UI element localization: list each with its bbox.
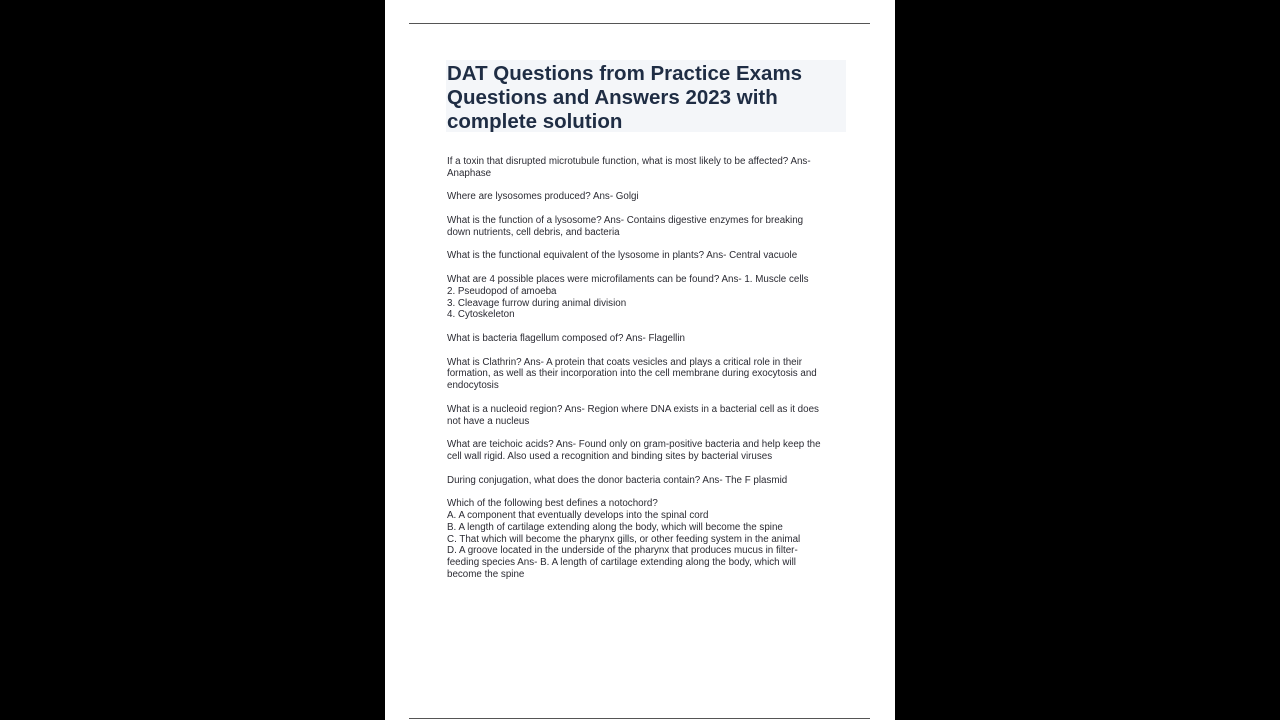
title-box	[446, 60, 846, 132]
qa-item-10: During conjugation, what does the donor bacteria contain? Ans- The F plasmid	[447, 474, 788, 486]
qa-item-7: What is Clathrin? Ans- A protein that coats vesicles and plays a critical role in their formation, as well as their incorporation into the cell membrane during exocytosis and endocytosis	[447, 356, 817, 392]
qa-item-8: What is a nucleoid region? Ans- Region where DNA exists in a bacterial cell as it does not have a nucleus	[447, 403, 819, 427]
bottom-divider	[409, 718, 870, 719]
qa-item-2: Where are lysosomes produced? Ans- Golgi	[447, 191, 639, 203]
document-page	[385, 0, 895, 720]
qa-list	[447, 156, 847, 592]
qa-item-1: If a toxin that disrupted microtubule function, what is most likely to be affected? Ans- Anaphase	[447, 156, 811, 179]
qa-item-11: Which of the following best defines a notochord? A. A component that eventually develops into the spinal cord B. A length of cartilage extending along the body, which will become the spine C. That which will become the pharynx gills, or other feeding system in the animal D. A groove located in the underside of the pharynx that produces mucus in filter- feeding species Ans- B. A length of cartilage extending along the body, which will become the spine	[447, 498, 801, 580]
qa-item-4: What is the functional equivalent of the lysosome in plants? Ans- Central vacuole	[447, 250, 798, 262]
top-divider	[409, 23, 870, 24]
qa-item-6: What is bacteria flagellum composed of? Ans- Flagellin	[447, 332, 685, 344]
qa-item-5: What are 4 possible places were microfilaments can be found? Ans- 1. Muscle cells 2. Pseudopod of amoeba 3. Cleavage furrow during animal division 4. Cytoskeleton	[447, 273, 809, 321]
qa-item-9: What are teichoic acids? Ans- Found only on gram-positive bacteria and help keep the cell wall rigid. Also used a recognition and binding sites by bacterial viruses	[447, 439, 821, 462]
qa-item-3: What is the function of a lysosome? Ans- Contains digestive enzymes for breaking down nutrients, cell debris, and bacteria	[447, 214, 804, 238]
document-title: DAT Questions from Practice Exams Questions and Answers 2023 with complete solution	[447, 62, 803, 133]
